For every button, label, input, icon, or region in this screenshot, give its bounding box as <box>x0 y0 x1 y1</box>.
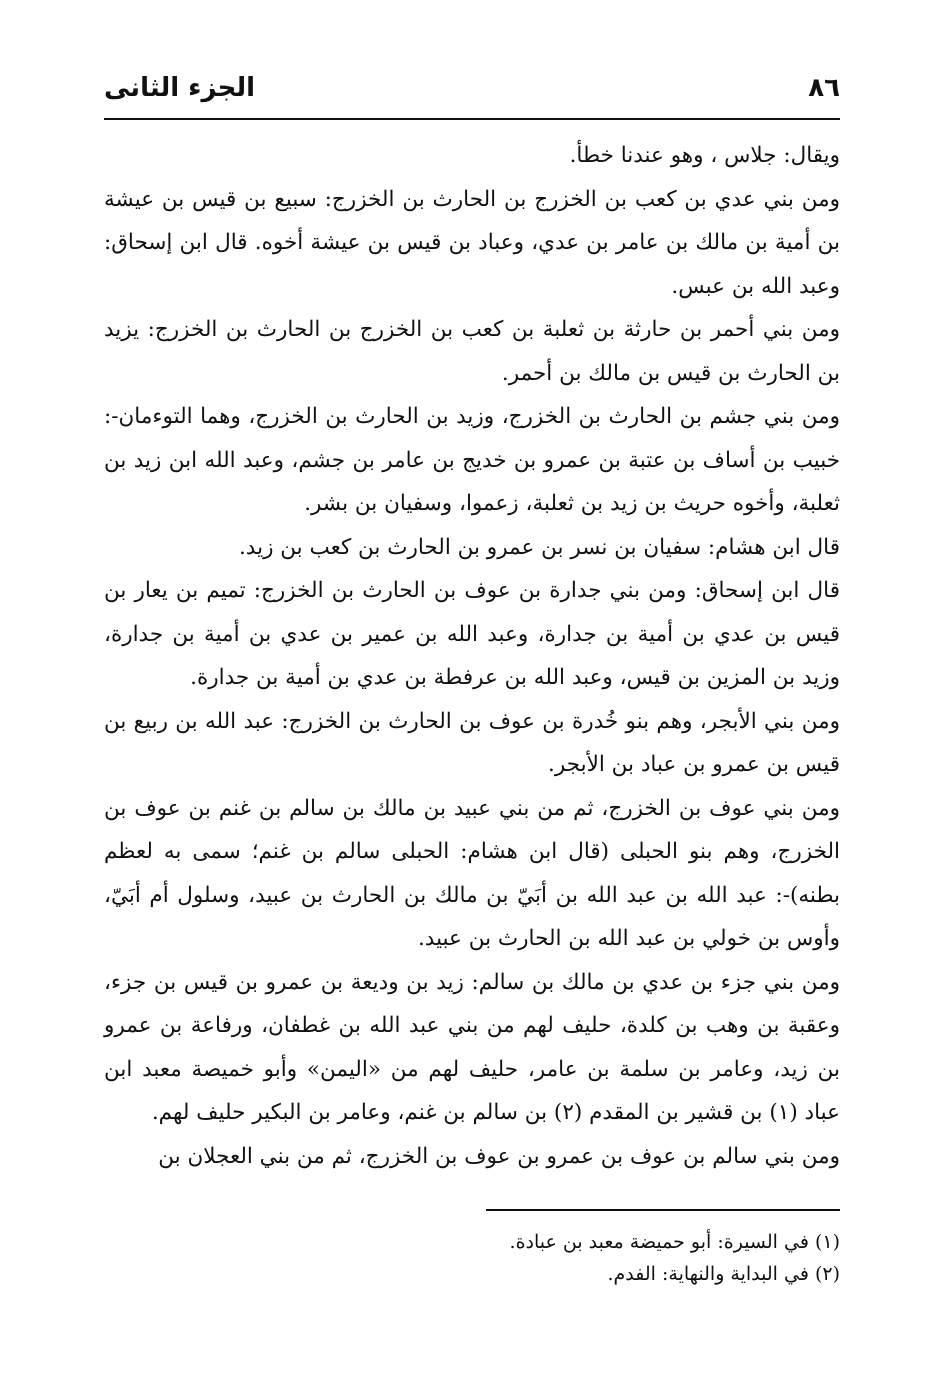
paragraph: قال ابن إسحاق: ومن بني جدارة بن عوف بن الحارث بن الخزرج: تميم بن يعار بن قيس بن عدي بن أمية بن جدارة، وعبد الله بن عمير بن عدي بن أمية بن جدارة، وزيد بن المزين بن قيس، وعبد الله بن عرفطة بن عدي بن أمية بن جدارة. <box>104 578 840 690</box>
running-title: الجزء الثانى <box>104 73 256 103</box>
paragraph: ومن بني جشم بن الحارث بن الخزرج، وزيد بن الحارث بن الخزرج، وهما التوءمان-: خبيب بن أساف بن عتبة بن عمرو بن خديج بن عامر بن جشم، وعبد الله ابن زيد بن ثعلبة، وأخوه حريث بن زيد بن ثعلبة، زعموا، وسفيان بن بشر. <box>104 404 840 516</box>
main-text <box>104 134 840 1178</box>
footnote-divider <box>486 1209 840 1211</box>
page-number: ٨٦ <box>808 73 840 103</box>
page-header <box>104 64 840 112</box>
footnote: (١) في السيرة: أبو حميضة معبد بن عبادة. <box>509 1231 840 1253</box>
paragraph: ومن بني سالم بن عوف بن عمرو بن عوف بن الخزرج، ثم من بني العجلان بن <box>158 1143 840 1169</box>
paragraph: ومن بني أحمر بن حارثة بن ثعلبة بن كعب بن الخزرج بن الحارث بن الخزرج: يزيد بن الحارث بن قيس بن مالك بن أحمر. <box>104 317 840 386</box>
paragraph: ومن بني الأبجر، وهم بنو خُدرة بن عوف بن الحارث بن الخزرج: عبد الله بن ربيع بن قيس بن عمرو بن عباد بن الأبجر. <box>104 708 840 777</box>
footnotes <box>104 1226 840 1290</box>
paragraph: ويقال: جلاس ، وهو عندنا خطأ. <box>569 143 840 168</box>
footnote: (٢) في البداية والنهاية: الفدم. <box>607 1263 840 1285</box>
paragraph: ومن بني عوف بن الخزرج، ثم من بني عبيد بن مالك بن سالم بن غنم بن عوف بن الخزرج، وهم بنو الحبلى (قال ابن هشام: الحبلى سالم بن غنم؛ سمى به لعظم بطنه)-: عبد الله بن عبد الله بن أبَيّ بن مالك بن الحارث بن عبيد، وسلول أم أبَيّ، وأوس بن خولي بن عبد الله بن الحارث بن عبيد. <box>104 795 840 951</box>
paragraph: ومن بني عدي بن كعب بن الخزرج بن الحارث بن الخزرج: سبيع بن قيس بن عيشة بن أمية بن مالك بن عامر بن عدي، وعباد بن قيس بن عيشة أخوه. قال ابن إسحاق: وعبد الله بن عبس. <box>104 186 840 299</box>
paragraph: قال ابن هشام: سفيان بن نسر بن عمرو بن الحارث بن كعب بن زيد. <box>238 534 840 560</box>
header-divider <box>104 118 840 120</box>
paragraph: ومن بني جزء بن عدي بن مالك بن سالم: زيد بن وديعة بن عمرو بن قيس بن جزء، وعقبة بن وهب بن كلدة، حليف لهم من بني عبد الله بن غطفان، ورفاعة بن عمرو بن زيد، وعامر بن سلمة بن عامر، حليف لهم من «اليمن» وأبو خميصة معبد ابن عباد (١) بن قشير بن المقدم (٢) بن سالم بن غنم، وعامر بن البكير حليف لهم. <box>104 969 840 1125</box>
